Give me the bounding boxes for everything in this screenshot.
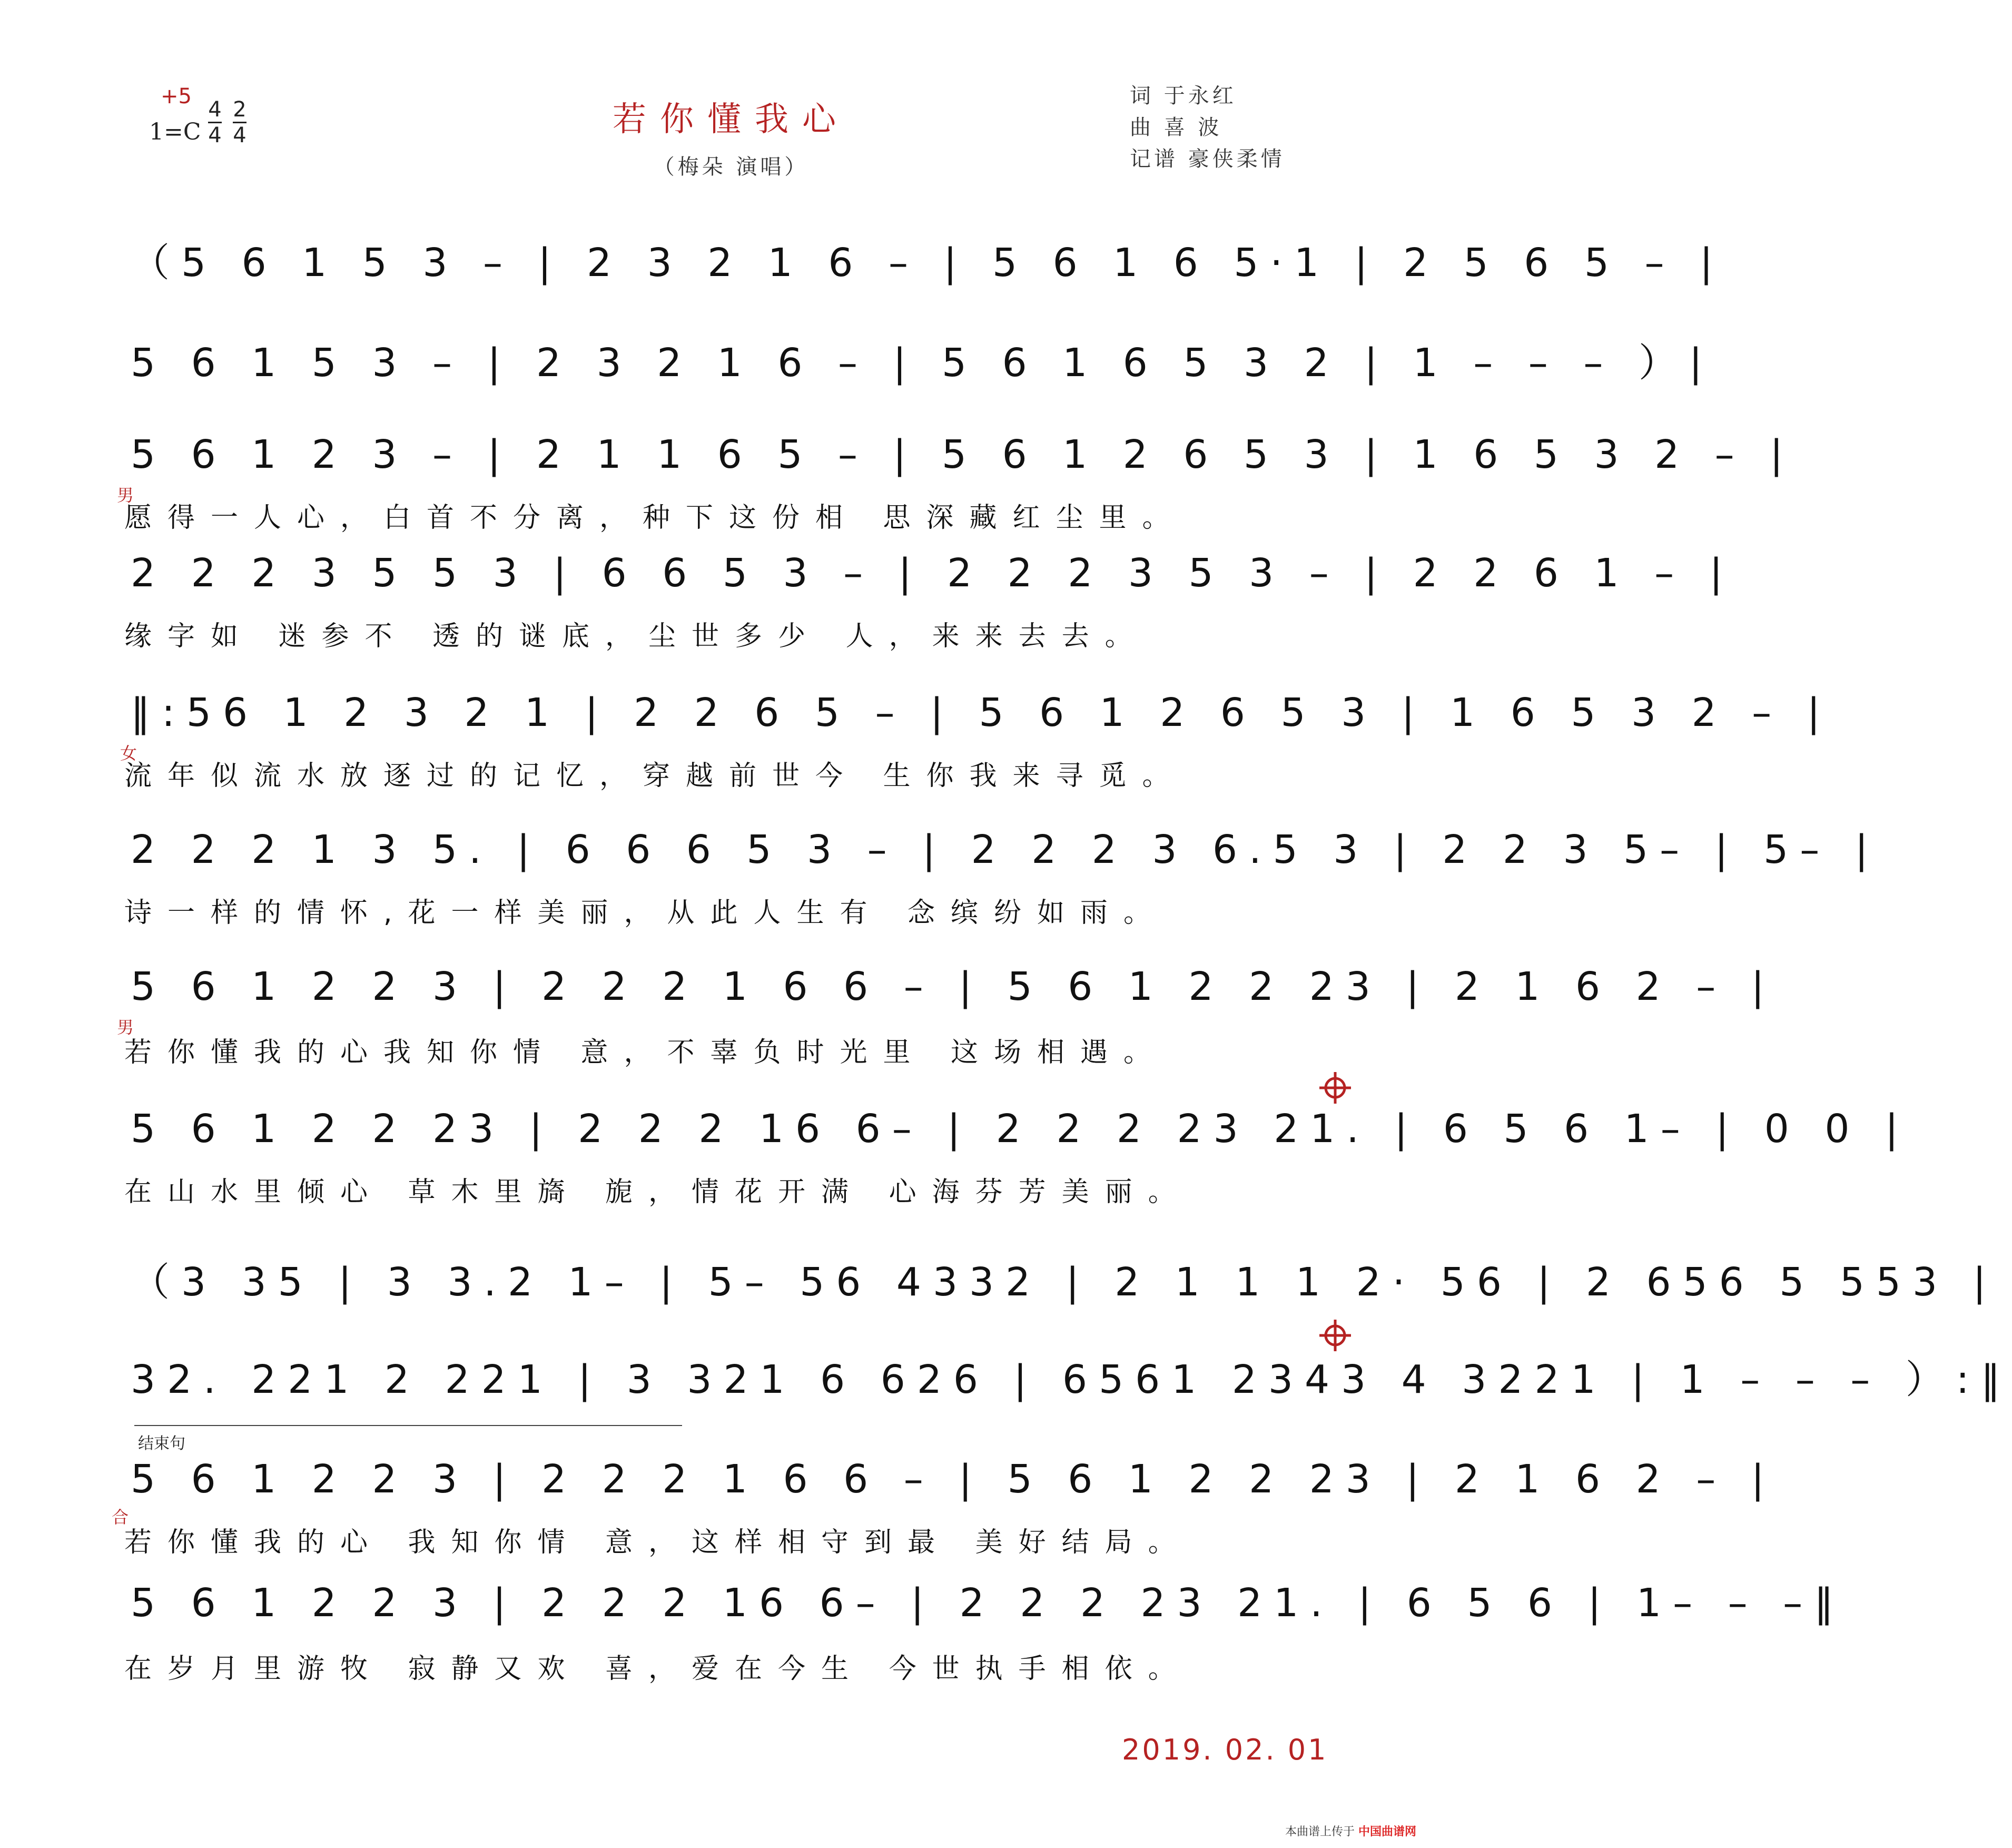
role-marker: 合: [112, 1507, 129, 1527]
score-line-1: （5 6 1 5 3 – | 2 3 2 1 6 – | 5 6 1 6 5·1 | 2 5 6 5 – |: [131, 240, 1724, 286]
coda-sign-icon: [1317, 1069, 1354, 1106]
time-signature-bottom: 4: [208, 123, 222, 148]
score-line-5: ‖:56 1 2 3 2 1 | 2 2 6 5 – | 5 6 1 2 6 5 3 | 1 6 5 3 2 – |: [131, 690, 1832, 735]
lyricist: 词 于永红: [1130, 84, 1237, 108]
lyric-line-7: 若你懂我的心我知你情 意，不辜负时光里 这场相遇。: [124, 1037, 1167, 1068]
composer: 曲 喜 波: [1130, 115, 1222, 140]
score-line-11: 5 6 1 2 2 3 | 2 2 2 1 6 6 – | 5 6 1 2 2 23 | 2 1 6 2 – |: [131, 1457, 1776, 1502]
score-line-4: 2 2 2 3 5 5 3 | 6 6 5 3 – | 2 2 2 3 5 3 – | 2 2 6 1 – |: [131, 551, 1734, 596]
time-signature-bottom: 4: [233, 123, 246, 148]
ending-bracket-line: [134, 1425, 682, 1426]
footer-prefix: 本曲谱上传于: [1285, 1825, 1355, 1839]
score-line-8: 5 6 1 2 2 23 | 2 2 2 16 6– | 2 2 2 23 21. | 6 5 6 1– | 0 0 |: [131, 1106, 1910, 1152]
key-signature: 1=C: [149, 119, 201, 145]
score-line-2: 5 6 1 5 3 – | 2 3 2 1 6 – | 5 6 1 6 5 3 2 | 1 – – – ）|: [131, 340, 1714, 386]
score-line-6: 2 2 2 1 3 5. | 6 6 6 5 3 – | 2 2 2 3 6.5 3 | 2 2 3 5– | 5– |: [131, 827, 1880, 872]
score-line-12: 5 6 1 2 2 3 | 2 2 2 16 6– | 2 2 2 23 21. | 6 5 6 | 1– – –‖: [131, 1580, 1846, 1626]
lyric-line-5: 流年似流水放逐过的记忆，穿越前世今 生你我来寻觅。: [124, 760, 1186, 792]
score-line-7: 5 6 1 2 2 3 | 2 2 2 1 6 6 – | 5 6 1 2 2 23 | 2 1 6 2 – |: [131, 964, 1776, 1009]
coda-sign-icon: [1317, 1317, 1354, 1354]
performer: （梅朵 演唱）: [653, 155, 809, 179]
score-line-3: 5 6 1 2 3 – | 2 1 1 6 5 – | 5 6 1 2 6 5 3 | 1 6 5 3 2 – |: [131, 432, 1795, 477]
credits: [1130, 80, 1285, 175]
song-title: 若你懂我心: [613, 100, 850, 139]
date-stamp: 2019. 02. 01: [1122, 1733, 1328, 1766]
lyric-line-3: 愿得一人心，白首不分离，种下这份相 思深藏红尘里。: [124, 502, 1186, 534]
score-line-9: （3 35 | 3 3.2 1– | 5– 56 4332 | 2 1 1 1 2· 56 | 2 656 5 553 |: [131, 1260, 1998, 1305]
time-signature-top: 4: [208, 97, 222, 122]
role-marker: 女: [120, 743, 137, 763]
lyric-line-8: 在山水里倾心 草木里旖 旎，情花开满 心海芬芳美丽。: [124, 1176, 1191, 1208]
ending-label: 结束句: [138, 1434, 185, 1453]
lyric-line-11: 若你懂我的心 我知你情 意，这样相守到最 美好结局。: [124, 1527, 1191, 1558]
role-marker: 男: [117, 485, 134, 505]
footer-site[interactable]: 中国曲谱网: [1358, 1825, 1417, 1839]
lyric-line-6: 诗一样的情怀,花一样美丽，从此人生有 念缤纷如雨。: [124, 897, 1167, 929]
score-line-10: 32. 221 2 221 | 3 321 6 626 | 6561 2343 4 3221 | 1 – – – ）:‖: [131, 1357, 2012, 1402]
footer-credit: [1285, 1823, 1416, 1839]
role-marker: 男: [117, 1017, 134, 1037]
time-signature-top: 2: [233, 97, 246, 122]
lyric-line-4: 缘字如 迷参不 透的谜底，尘世多少 人，来来去去。: [124, 621, 1148, 652]
key-shift: +5: [161, 84, 192, 109]
lyric-line-12: 在岁月里游牧 寂静又欢 喜，爱在今生 今世执手相依。: [124, 1653, 1191, 1685]
transcriber: 记谱 豪侠柔情: [1130, 147, 1285, 171]
